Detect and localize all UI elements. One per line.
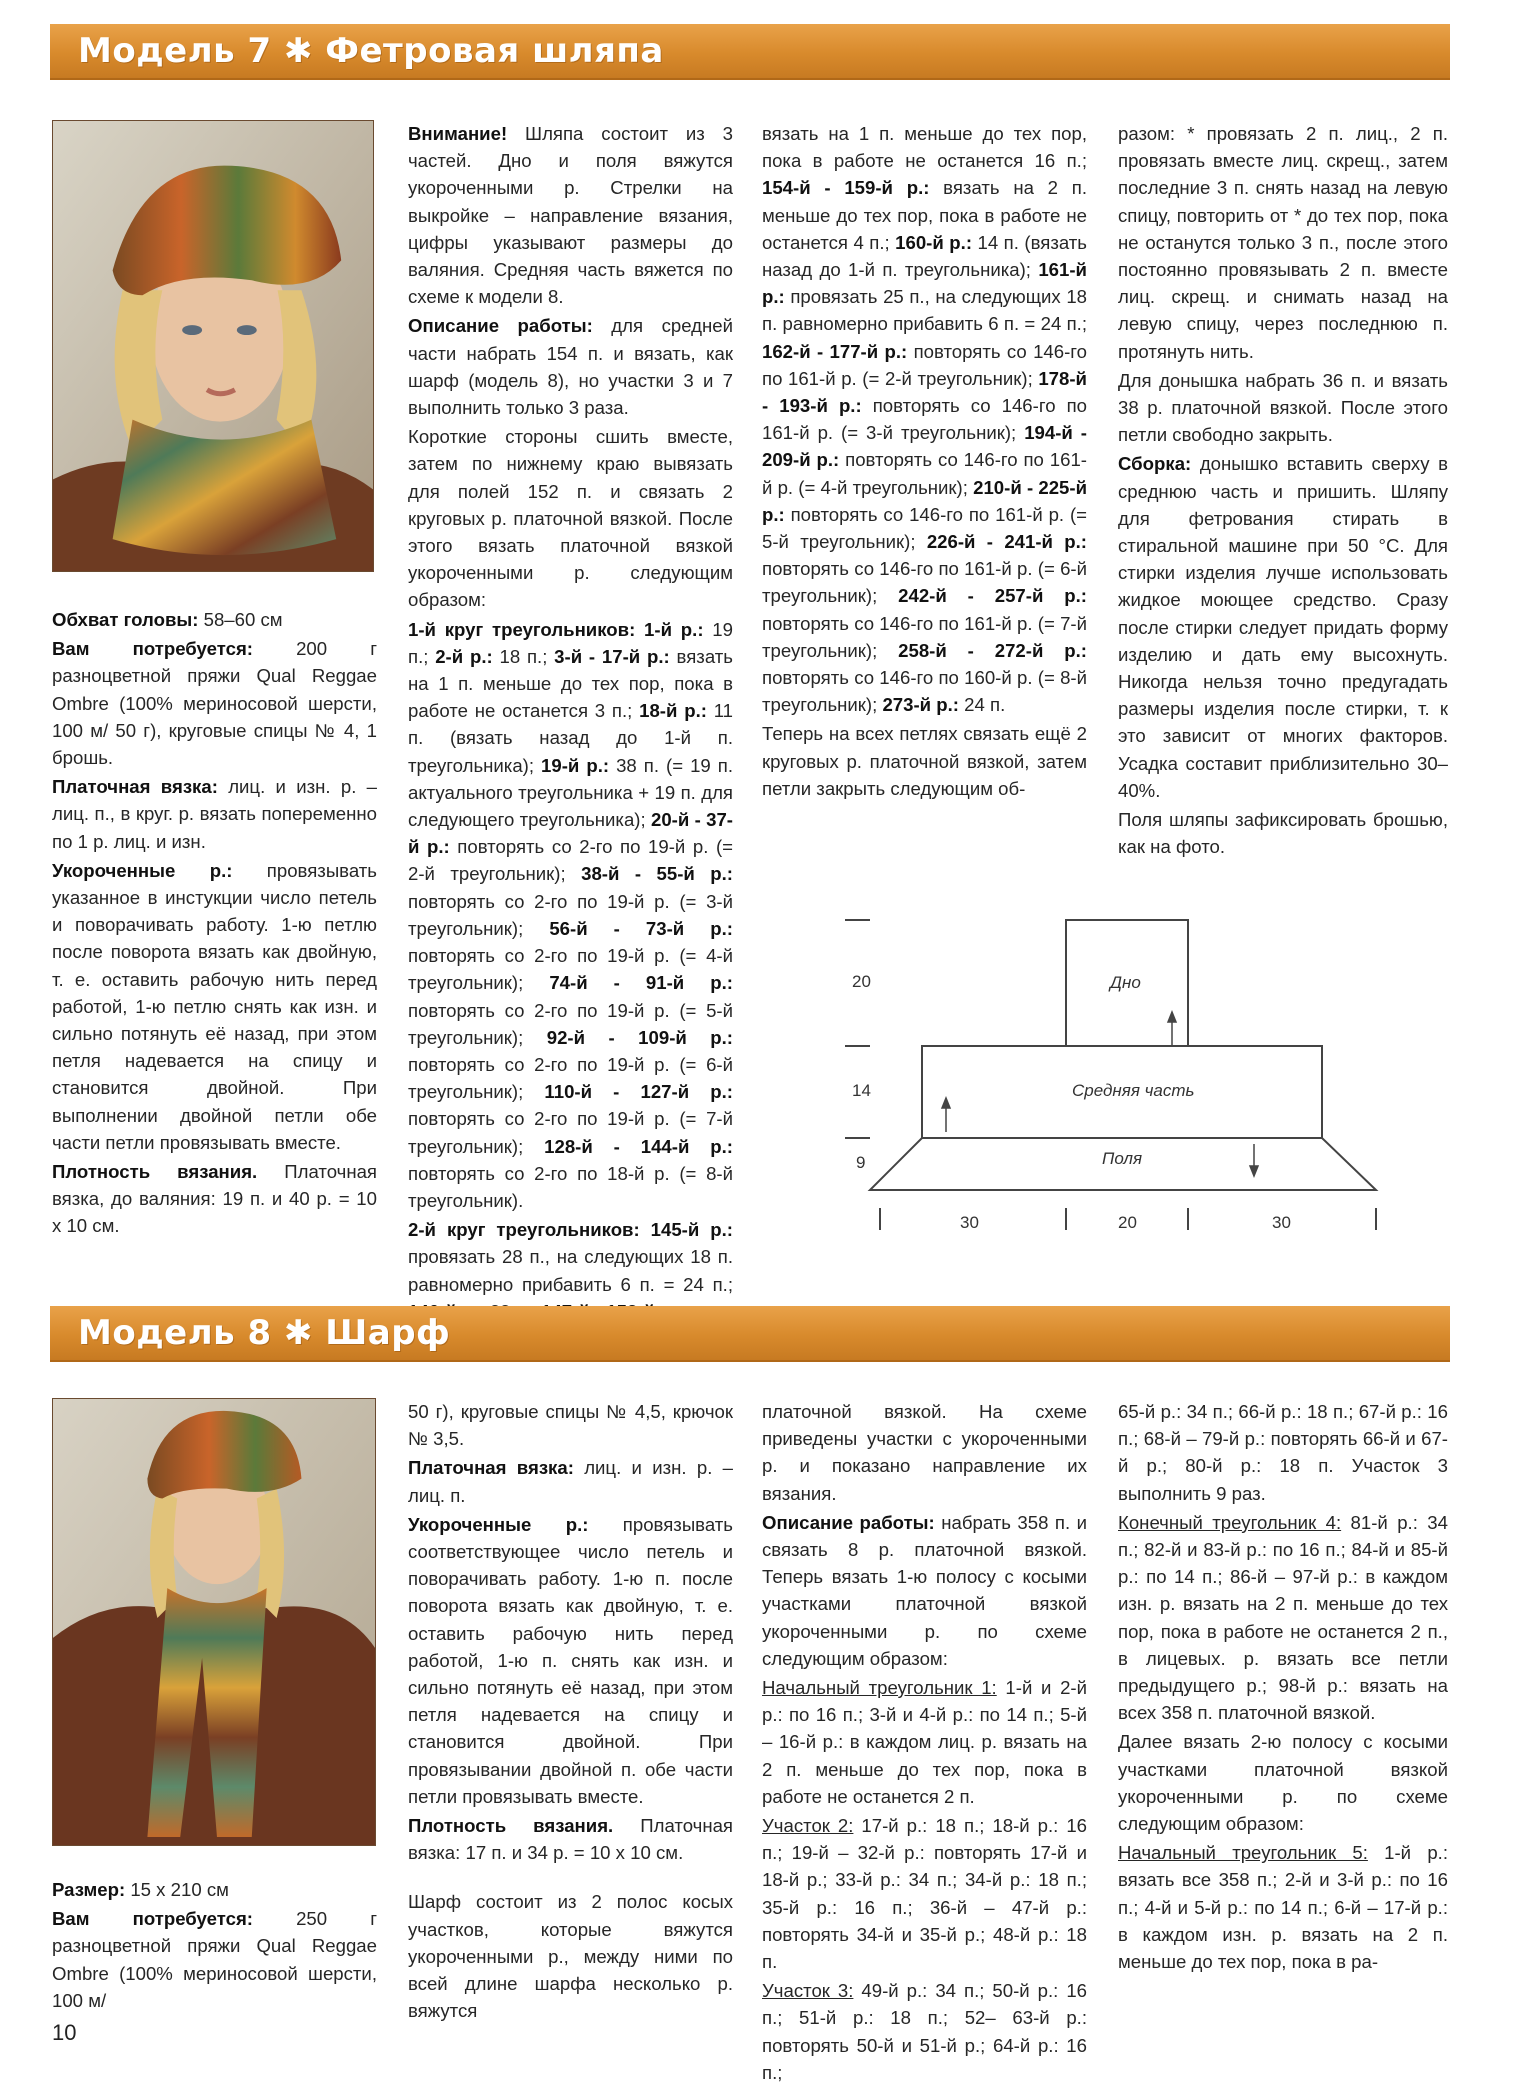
m7c2-p3: 1-й круг треугольников: 1-й р.: 19 п.; 2-й р.: 18 п.; 3-й - 17-й р.: вязать на 1 п. меньше до тех пор, пока в работе не останется 3 п.; 18-й р.: 11 п. (вязать назад до 1-й п. треугольника); 19-й р.: 38 п. (= 19 п. актуального треугольника + 19 п. для следующего треугольника); 20-й - 37-й р.: повторять со 2-го по 19-й р. (= 2-й треугольник); 38-й - 55-й р.: повторять со 2-го по 19-й р. (= 3-й треугольник); 56-й - 73-й р.: повторять со 2-го по 19-й р. (= 4-й треугольник); 74-й - 91-й р.: повторять со 2-го по 19-й р. (= 5-й треугольник); 92-й - 109-й р.: повторять со 2-го по 19-й р. (= 6-й треугольник); 110-й - 127-й р.: повторять со 2-го по 19-й р. (= 7-й треугольник); 128-й - 144-й р.: повторять со 2-го по 18-й р. (= 8-й треугольник). (408, 618, 734, 1211)
m8c4-p3: Начальный треугольник 5: 1-й р.: вязать все 358 п.; 2-й и 3-й р.: по 16 п.; 4-й и 5-й р.: по 14 п.; 6-й – 17-й р.: в каждом изн. р. вязать на 2 п. меньше до тех пор, пока в ра- (1118, 1842, 1448, 1973)
m7c2-p1: Описание работы: для средней части набрать 154 п. и вязать, как шарф (модель 8), но участки 3 и 7 выполнить только 3 раза. (408, 315, 733, 419)
m8c3-p3: Участок 2: 17-й р.: 18 п.; 18-й р.: 16 п.; 19-й – 32-й р.: повторять 17-й и 18-й р.; 33-й р.: 34 п.; 34-й р.: 18 п.; 35-й р.: 16 п.; 36-й – 47-й р.: повторять 34-й и 35-й р.; 48-й р.: 18 п. (762, 1815, 1087, 1973)
model8-column-3 (762, 1398, 1087, 2088)
model8-banner (50, 1306, 1450, 1362)
m8c2-p2: Укороченные р.: провязывать соответствующее число петель и поворачивать работу. 1-ю п. после поворота вязать как двойную, т. е. оставить рабочую нить перед работой, 1-ю п. снять как изн. и сильно потянуть её назад, при этом петля надевается на спицу и становится двойной. При провязывании двойной п. обе части петли провязывать вместе. (408, 1513, 733, 1807)
model7-column-1 (52, 606, 377, 1242)
model7-banner (50, 24, 1450, 80)
m7c1-p4: Плотность вязания. Платочная вязка, до валяния: 19 п. и 40 р. = 10 х 10 см. (52, 1161, 378, 1237)
m7c4-p0: разом: * провязать 2 п. лиц., 2 п. провязать вместе лиц. скрещ., затем последние 3 п. снять назад на левую спицу, повторить от * до тех пор, пока не останутся только 3 п., после этого постоянно провязывать 2 п. вместе лиц. скрещ. и снимать назад на левую спицу, через последнюю п. протянуть нить. (1118, 123, 1448, 362)
model7-photo (52, 120, 374, 572)
m7c2-p4: 2-й круг треугольников: 145-й р.: провязать 28 п., на следующих 18 п. равномерно прибавить 6 п. = 24 п.; (408, 1219, 733, 1295)
m7c2-p2: Короткие стороны сшить вместе, затем по нижнему краю вывязать для полей 152 п. и связать 2 круговых р. платочной вязкой. После этого вязать платочной вязкой укороченными р. следующим образом: (408, 426, 733, 611)
m8c1-p0: Размер: 15 х 210 см (52, 1879, 229, 1900)
m8c3-p1: Описание работы: набрать 358 п. и связать 8 р. платочной вязкой. Теперь вязать 1-ю полосу с косыми участками платочной вязкой укороченными р. по схеме следующим образом: (762, 1511, 1087, 1669)
m7c4-p3: Поля шляпы зафиксировать брошью, как на фото. (1118, 809, 1448, 858)
model7-title: Модель 7 ✱ Фетровая шляпа (78, 31, 664, 71)
m8c4-p2: Далее вязать 2-ю полосу с косыми участками платочной вязкой укороченными р. по схеме следующим образом: (1118, 1731, 1448, 1835)
hat-pattern-diagram (830, 900, 1390, 1240)
m7c1-p3: Укороченные р.: провязывать указанное в инстукции число петель и поворачивать работу. 1-ю петлю после поворота вязать как двойную, т. е. оставить рабочую нить перед работой, 1-ю петлю снять как изн. и сильно потянуть её назад, при этом петля надевается на спицу и становится двойной. При выполнении двойной петли обе части петли провязывать вместе. (52, 859, 377, 1153)
m8c2-p0: 50 г), круговые спицы № 4,5, крючок № 3,5. (408, 1401, 733, 1450)
page-number: 10 (52, 2020, 77, 2045)
m7c2-p0: Внимание! Шляпа состоит из 3 частей. Дно и поля вяжутся укороченными р. Стрелки на выкройке – направление вязания, цифры указывают размеры до валяния. Средняя часть вяжется по схеме к модели 8. (408, 123, 733, 308)
dim-30-left: 30 (960, 1213, 979, 1232)
m8c2-p1: Платочная вязка: лиц. и изн. р. – лиц. п. (408, 1457, 733, 1506)
model8-photo (52, 1398, 376, 1846)
label-bottom: Дно (1110, 973, 1141, 992)
m7c3-p1: Теперь на всех петлях связать ещё 2 круговых р. платочной вязкой, затем петли закрыть следующим об- (762, 723, 1087, 799)
m8c3-p2: Начальный треугольник 1: 1-й и 2-й р.: по 16 п.; 3-й и 4-й р.: по 14 п.; 5-й – 16-й р.: в каждом лиц. р. вязать на 2 п. меньше до тех пор, пока в работе не останется 2 п. (762, 1677, 1087, 1807)
dim-30-right: 30 (1272, 1213, 1291, 1232)
m7c1-p2: Платочная вязка: лиц. и изн. р. – лиц. п., в круг. р. вязать попеременно по 1 р. лиц. и изн. (52, 776, 377, 852)
m7c3-p0: вязать на 1 п. меньше до тех пор, пока в работе не останется 16 п.; 154-й - 159-й р.: вязать на 2 п. меньше до тех пор, пока в работе не останется 4 п.; 160-й р.: 14 п. (вязать назад до 1-й п. треугольника); 161-й р.: провязать 25 п., на следующих 18 п. равномерно прибавить 6 п. = 24 п.; 162-й - 177-й р.: повторять со 146-го по 161-й р. (= 2-й треугольник); 178-й - 193-й р.: повторять со 146-го по 161-й р. (= 3-й треугольник); 194-й - 209-й р.: повторять со 146-го по 161-й р. (= 4-й треугольник); 210-й - 225-й р.: повторять со 146-го по 161-й р. (= 5-й треугольник); 226-й - 241-й р.: повторять со 146-го по 161-й р. (= 6-й треугольник); 242-й - 257-й р.: повторять со 146-го по 161-й р. (= 7-й треугольник); 258-й - 272-й р.: повторять со 146-го по 160-й р. (= 8-й треугольник); 273-й р.: 24 п. (762, 123, 1088, 716)
m8c2-p3: Плотность вязания. Платочная вязка: 17 п. и 34 р. = 10 х 10 см. (408, 1815, 734, 1864)
label-brim: Поля (1102, 1149, 1143, 1168)
model8-column-4 (1118, 1398, 1448, 1977)
dim-20-vertical: 20 (852, 972, 871, 991)
model8-column-1 (52, 1876, 377, 2016)
m8c3-p0: платочной вязкой. На схеме приведены участки с укороченными р. и показано направление их вязания. (762, 1401, 1087, 1504)
model7-column-3 (762, 120, 1087, 804)
model8-title: Модель 8 ✱ Шарф (78, 1313, 451, 1353)
model7-column-4 (1118, 120, 1448, 862)
m8c3-p4: Участок 3: 49-й р.: 34 п.; 50-й р.: 16 п.; 51-й р.: 18 п.; 52– 63-й р.: повторять 50-й и 51-й р.; 64-й р.: 16 п.; (762, 1980, 1087, 2083)
m8c2-p4: Шарф состоит из 2 полос косых участков, которые вяжутся укороченными р., между ними по всей длине шарфа несколько р. вяжутся (408, 1891, 733, 2022)
m7c1-p0: Обхват головы: 58–60 см (52, 609, 283, 630)
model7-column-2 (408, 120, 733, 1327)
dim-9-vertical: 9 (856, 1153, 866, 1172)
dim-20-center: 20 (1118, 1213, 1137, 1232)
model8-column-2 (408, 1398, 733, 2026)
m8c4-p0: 65-й р.: 34 п.; 66-й р.: 18 п.; 67-й р.: 16 п.; 68-й – 79-й р.: повторять 66-й и 67-й р.; 80-й р.: 18 п. Участок 3 выполнить 9 раз. (1118, 1401, 1448, 1504)
label-middle: Средняя часть (1072, 1081, 1195, 1100)
m7c4-p2: Сборка: донышко вставить сверху в среднюю часть и пришить. Шляпу для фетрования стирать в стиральной машине при 50 °С. Для стирки изделия лучше использовать жидкое моющее средство. Сразу после стирки следует придать форму изделию и дать ему высохнуть. Никогда нельзя точно предугадать размеры изделия после стирки, т. к это зависит от многих факторов. Усадка составит приблизительно 30–40%. (1118, 453, 1448, 801)
m8c1-p1: Вам потребуется: 250 г разноцветной пряжи Qual Reggae Ombre (100% мериносовой шерсти, 100 м/ (52, 1908, 377, 2011)
m7c4-p1: Для донышка набрать 36 п. и вязать 38 р. платочной вязкой. После этого петли свободно закрыть. (1118, 369, 1448, 446)
m8c4-p1: Конечный треугольник 4: 81-й р.: 34 п.; 82-й и 83-й р.: по 16 п.; 84-й и 85-й р.: по 14 п.; 86-й – 97-й р.: в каждом изн. р. вязать на 2 п. меньше до тех пор, пока в работе не останется 2 п., в лицевых. р. вязать все петли предыдущего р.; 98-й р.: вязать на всех 358 п. платочной вязкой. (1118, 1511, 1448, 1724)
dim-14-vertical: 14 (852, 1081, 871, 1100)
m7c1-p1: Вам потребуется: 200 г разноцветной пряжи Qual Reggae Ombre (100% мериносовой шерсти, 100 м/ 50 г), круговые спицы № 4, 1 брошь. (52, 638, 377, 769)
